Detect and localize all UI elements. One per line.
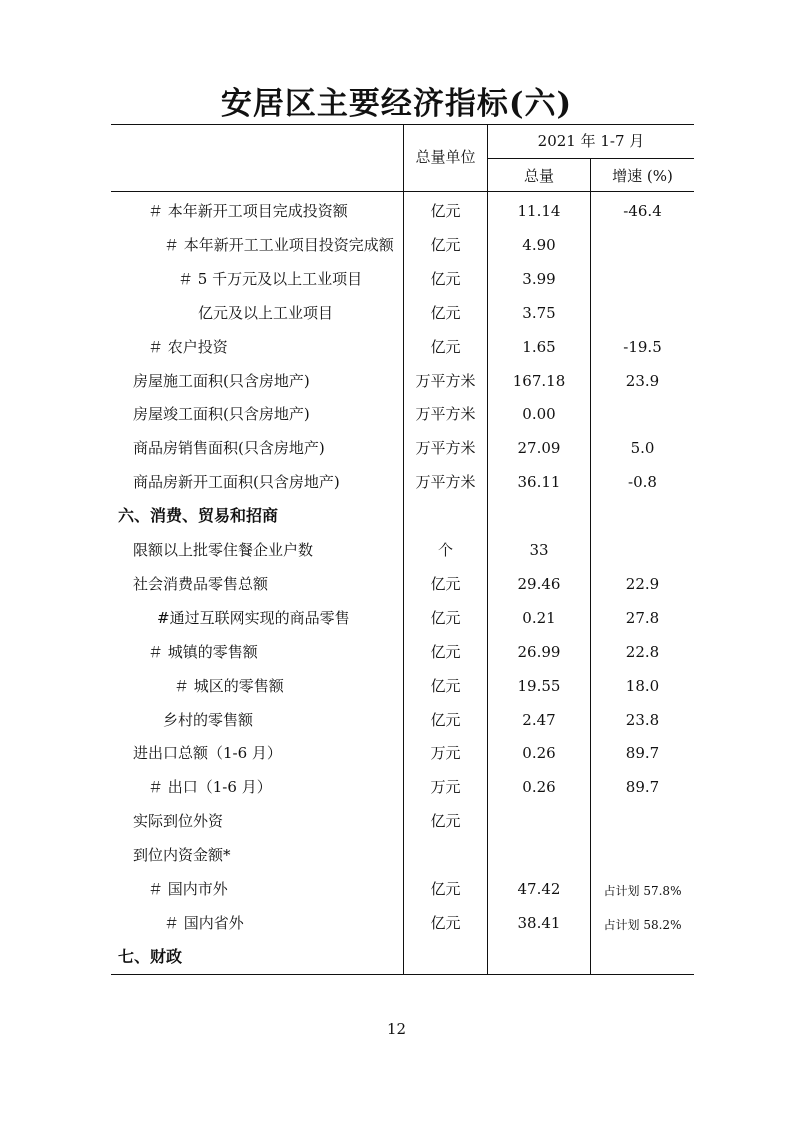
row-unit: 万平方米 <box>415 473 476 491</box>
row-label: 商品房新开工面积(只含房地产) <box>133 473 340 491</box>
page-number: 12 <box>386 1020 407 1038</box>
page-title: 安居区主要经济指标(六) <box>220 86 573 122</box>
row-total: 0.00 <box>522 405 556 423</box>
row-total: 3.75 <box>522 304 556 322</box>
row-label: 房屋施工面积(只含房地产) <box>133 372 310 390</box>
row-total: 0.26 <box>522 778 556 796</box>
row-unit: 万元 <box>430 744 461 762</box>
row-total: 36.11 <box>517 473 561 491</box>
row-label: 亿元及以上工业项目 <box>198 304 334 322</box>
row-unit: 万元 <box>430 778 461 796</box>
row-label: ＃ 出口（1-6 月） <box>148 778 272 796</box>
row-label: ＃ 城镇的零售额 <box>148 643 258 661</box>
row-unit: 亿元 <box>430 812 461 830</box>
row-total: 47.42 <box>517 880 561 898</box>
row-label: ＃ 国内省外 <box>164 914 244 932</box>
row-total: 2.47 <box>522 711 556 729</box>
row-unit: 亿元 <box>430 270 461 288</box>
row-unit: 亿元 <box>430 202 461 220</box>
row-label: 限额以上批零住餐企业户数 <box>133 541 314 559</box>
row-unit: 万平方米 <box>415 372 476 390</box>
row-growth: 23.8 <box>625 711 660 729</box>
row-unit: 个 <box>437 541 453 559</box>
row-unit: 亿元 <box>430 236 461 254</box>
row-growth: -0.8 <box>628 473 657 491</box>
row-growth: 22.8 <box>625 643 660 661</box>
row-growth: 89.7 <box>625 744 660 762</box>
row-unit: 亿元 <box>430 643 461 661</box>
row-unit: 亿元 <box>430 711 461 729</box>
row-growth: -46.4 <box>623 202 662 220</box>
row-label: ＃ 国内市外 <box>148 880 228 898</box>
row-label: 到位内资金额* <box>133 846 231 864</box>
row-total: 29.46 <box>517 575 561 593</box>
row-unit: 亿元 <box>430 575 461 593</box>
row-growth: -19.5 <box>623 338 662 356</box>
row-label: 社会消费品零售总额 <box>133 575 269 593</box>
row-growth: 89.7 <box>625 778 660 796</box>
row-unit: 万平方米 <box>415 405 476 423</box>
row-growth: 占计划 58.2% <box>603 918 682 932</box>
row-label: 乡村的零售额 <box>163 711 254 729</box>
row-unit: 亿元 <box>430 609 461 627</box>
row-total: 19.55 <box>517 677 561 695</box>
row-label: 房屋竣工面积(只含房地产) <box>133 405 310 423</box>
growth-column-rule <box>590 158 591 975</box>
row-total: 1.65 <box>522 338 556 356</box>
row-total: 33 <box>529 541 549 559</box>
header-total: 总量 <box>523 167 554 185</box>
header-period: 2021 年 1-7 月 <box>537 132 645 150</box>
row-growth: 占计划 57.8% <box>603 884 682 898</box>
row-growth: 27.8 <box>625 609 660 627</box>
row-label: ＃ 5 千万元及以上工业项目 <box>178 270 363 288</box>
row-unit: 亿元 <box>430 304 461 322</box>
row-label: ＃ 本年新开工项目完成投资额 <box>148 202 348 220</box>
row-label: 进出口总额（1-6 月） <box>133 744 282 762</box>
row-label: ＃ 城区的零售额 <box>174 677 284 695</box>
row-growth: 5.0 <box>630 439 655 457</box>
row-unit: 亿元 <box>430 338 461 356</box>
row-growth: 18.0 <box>625 677 660 695</box>
row-growth: 22.9 <box>625 575 660 593</box>
row-total: 0.26 <box>522 744 556 762</box>
row-total: 167.18 <box>512 372 566 390</box>
row-total: 3.99 <box>522 270 556 288</box>
row-unit: 亿元 <box>430 914 461 932</box>
row-total: 11.14 <box>517 202 561 220</box>
row-total: 4.90 <box>522 236 556 254</box>
row-label: 商品房销售面积(只含房地产) <box>133 439 325 457</box>
row-label: #通过互联网实现的商品零售 <box>157 609 350 627</box>
header-growth: 增速 (%) <box>612 167 673 185</box>
row-label: ＃ 本年新开工工业项目投资完成额 <box>164 236 394 254</box>
row-growth: 23.9 <box>625 372 660 390</box>
row-total: 26.99 <box>517 643 561 661</box>
header-unit: 总量单位 <box>415 148 476 166</box>
section-heading: 七、财政 <box>118 947 183 966</box>
row-label: 实际到位外资 <box>133 812 224 830</box>
row-total: 27.09 <box>517 439 561 457</box>
section-heading: 六、消费、贸易和招商 <box>118 506 279 525</box>
row-unit: 万平方米 <box>415 439 476 457</box>
row-total: 38.41 <box>517 914 561 932</box>
row-label: ＃ 农户投资 <box>148 338 228 356</box>
row-unit: 亿元 <box>430 677 461 695</box>
row-total: 0.21 <box>522 609 556 627</box>
row-unit: 亿元 <box>430 880 461 898</box>
